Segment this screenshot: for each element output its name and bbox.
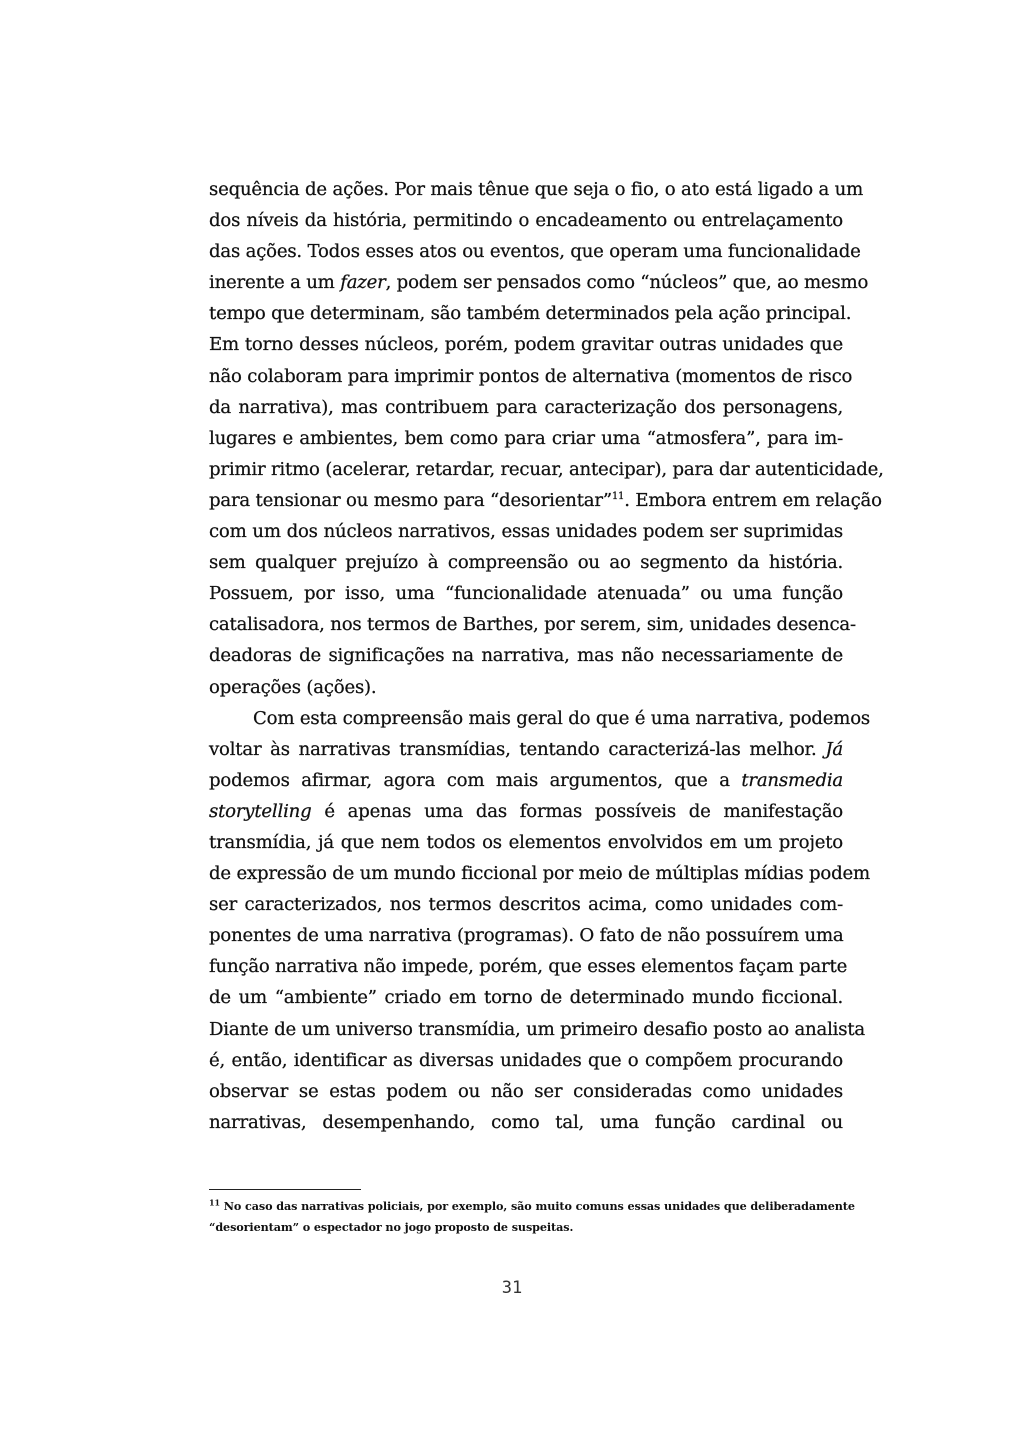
body-line	[209, 516, 843, 547]
text-run: , podem ser pensados como “núcleos” que, ao mesmo	[385, 272, 869, 294]
footnote-marker: 11	[611, 490, 625, 502]
body-line	[209, 578, 843, 609]
text-run: Diante de um universo transmídia, um primeiro desafio posto ao analista	[209, 1018, 865, 1040]
text-run: No caso das narrativas policiais, por exemplo, são muito comuns essas unidades que deliberadamente	[219, 1199, 855, 1213]
body-line	[209, 1014, 865, 1045]
body-line	[209, 547, 843, 578]
body-line	[209, 485, 882, 516]
italic-term: fazer	[340, 272, 386, 294]
footnote-text	[209, 1196, 855, 1238]
text-run: transmídia, já que nem todos os elementos envolvidos em um projeto	[209, 831, 843, 853]
text-run: Em torno desses núcleos, porém, podem gravitar outras unidades que	[209, 334, 843, 356]
text-run: ponentes de uma narrativa (programas). O fato de não possuírem uma	[209, 925, 844, 947]
body-line	[209, 454, 884, 485]
body-line	[209, 1107, 843, 1138]
text-run: ser caracterizados, nos termos descritos acima, como unidades com-	[209, 894, 843, 916]
body-line	[209, 423, 843, 454]
text-run: das ações. Todos esses atos ou eventos, que operam uma funcionalidade	[209, 241, 861, 263]
body-line	[209, 920, 843, 951]
text-run: da narrativa), mas contribuem para caracterização dos personagens,	[209, 396, 843, 418]
italic-term: storytelling	[209, 800, 312, 822]
body-line	[209, 609, 856, 640]
text-run: de expressão de um mundo ficcional por meio de múltiplas mídias podem	[209, 863, 870, 885]
text-run: . Embora entrem em relação	[624, 489, 882, 511]
body-line	[209, 889, 843, 920]
body-line	[209, 765, 843, 796]
body-line	[209, 734, 843, 765]
footnote-line	[209, 1196, 855, 1217]
body-line	[209, 858, 870, 889]
text-run: sequência de ações. Por mais tênue que seja o fio, o ato está ligado a um	[209, 179, 864, 200]
body-line	[209, 827, 843, 858]
footnote-marker: 11	[209, 1197, 220, 1208]
text-run: catalisadora, nos termos de Barthes, por serem, sim, unidades desenca-	[209, 614, 856, 636]
text-run: de um “ambiente” criado em torno de determinado mundo ficcional.	[209, 987, 843, 1009]
body-line	[209, 329, 843, 360]
text-run: observar se estas podem ou não ser consideradas como unidades	[209, 1080, 843, 1102]
text-run: primir ritmo (acelerar, retardar, recuar, antecipar), para dar autenticidade,	[209, 458, 884, 480]
body-line	[209, 236, 861, 267]
body-line	[209, 1045, 843, 1076]
body-line	[209, 298, 852, 329]
text-run: é, então, identificar as diversas unidades que o compõem procurando	[209, 1049, 843, 1071]
text-run: função narrativa não impede, porém, que esses elementos façam parte	[209, 956, 848, 978]
text-run: com um dos núcleos narrativos, essas unidades podem ser suprimidas	[209, 521, 843, 543]
text-run: sem qualquer prejuízo à compreensão ou ao segmento da história.	[209, 552, 843, 574]
text-run: Com esta compreensão mais geral do que é uma narrativa, podemos	[253, 707, 871, 729]
body-line	[209, 392, 843, 423]
body-line	[209, 640, 843, 671]
italic-term: transmedia	[741, 769, 843, 791]
text-run: podemos afirmar, agora com mais argumentos, que a	[209, 769, 742, 791]
body-line	[209, 982, 843, 1013]
footnote-line	[209, 1217, 843, 1238]
body-line	[209, 174, 864, 205]
body-line	[209, 951, 848, 982]
body-line	[209, 672, 843, 703]
body-line	[209, 267, 869, 298]
text-run: inerente a um	[209, 272, 341, 294]
page-number: 31	[501, 1278, 523, 1298]
text-run: não colaboram para imprimir pontos de alternativa (momentos de risco	[209, 365, 853, 387]
body-line	[209, 796, 843, 827]
text-run: “desorientam” o espectador no jogo proposto de suspeitas.	[209, 1220, 574, 1234]
text-run: lugares e ambientes, bem como para criar uma “atmosfera”, para im-	[209, 427, 843, 449]
text-run: voltar às narrativas transmídias, tentando caracterizá-las melhor.	[209, 738, 826, 760]
text-run: narrativas, desempenhando, como tal, uma função cardinal ou	[209, 1111, 843, 1133]
text-run: para tensionar ou mesmo para “desorientar”	[209, 489, 612, 511]
body-line	[209, 1076, 843, 1107]
text-run: operações (ações).	[209, 676, 377, 698]
footnote-separator	[209, 1189, 361, 1190]
body-text	[209, 174, 884, 1138]
text-run: Possuem, por isso, uma “funcionalidade atenuada” ou uma função	[209, 583, 843, 605]
body-line	[209, 361, 853, 392]
text-run: dos níveis da história, permitindo o encadeamento ou entrelaçamento	[209, 210, 843, 232]
text-run: é apenas uma das formas possíveis de manifestação	[311, 800, 843, 822]
italic-term: Já	[825, 738, 843, 760]
text-run: tempo que determinam, são também determinados pela ação principal.	[209, 303, 852, 325]
body-line	[209, 205, 843, 236]
text-run: deadoras de significações na narrativa, mas não necessariamente de	[209, 645, 843, 667]
body-line	[209, 703, 871, 734]
